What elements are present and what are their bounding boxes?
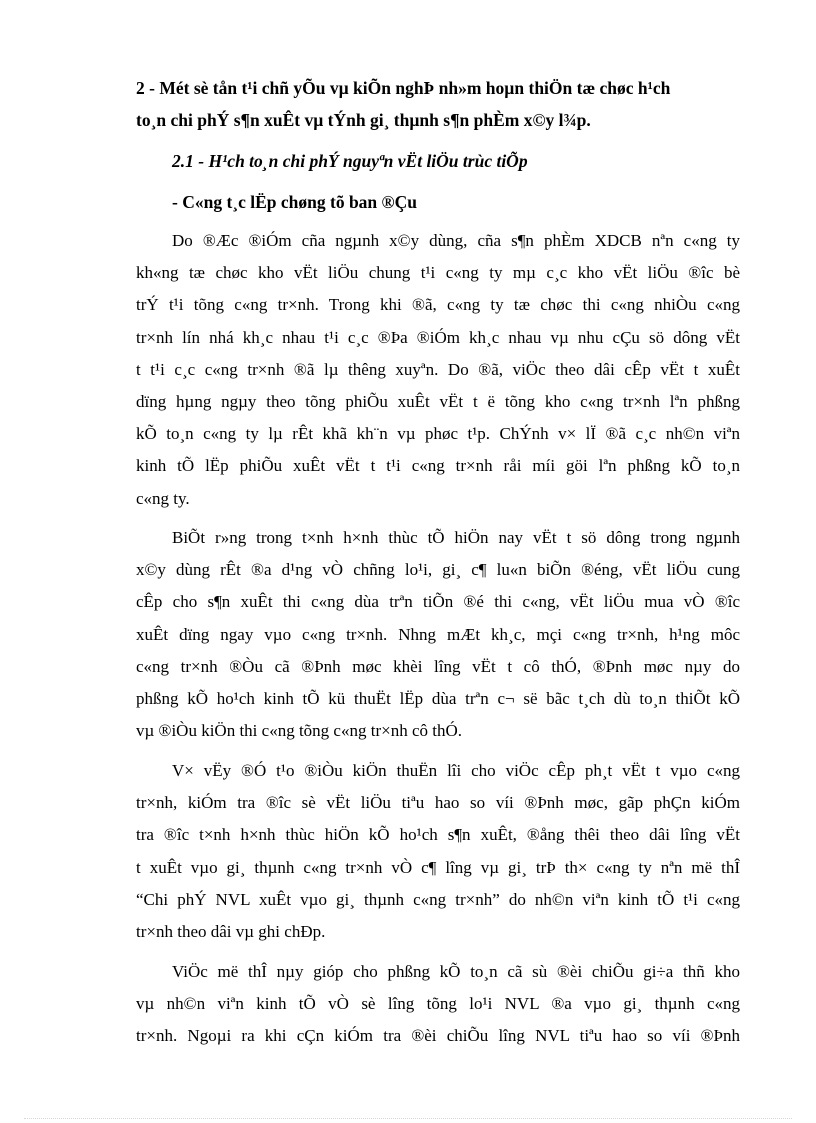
paragraph-line: kinh tÕ lËp phiÕu xuÊt vËt t t¹i c«ng tr×nh råi míi göi lªn phßng kÕ to¸n: [136, 456, 740, 476]
paragraph-line: BiÕt r»ng trong t×nh h×nh thùc tÕ hiÖn nay vËt t sö dông trong ngµnh: [172, 528, 740, 547]
paragraph-line: vµ ®iÒu kiÖn thi c«ng tõng c«ng tr×nh cô thÓ.: [136, 721, 462, 741]
paragraph-line: cÊp cho s¶n xuÊt thi c«ng dùa trªn tiÕn ®é thi c«ng, vËt liÖu mua vÒ ®îc: [136, 592, 740, 612]
paragraph-line: Do ®Æc ®iÓm cña ngµnh x©y dùng, cña s¶n phÈm XDCB nªn c«ng ty: [172, 231, 740, 250]
paragraph-line: V× vËy ®Ó t¹o ®iÒu kiÖn thuËn lîi cho viÖc cÊp ph¸t vËt t vµo c«ng: [172, 761, 740, 780]
paragraph-line: tra ®îc t×nh h×nh thùc hiÖn kÕ ho¹ch s¶n xuÊt, ®ång thêi theo dâi lîng vËt: [136, 825, 740, 845]
paragraph-3: [136, 755, 740, 948]
paragraph-line: dïng hµng ngµy theo tõng phiÕu xuÊt vËt t ë tõng kho c«ng tr×nh lªn phßng: [136, 391, 740, 411]
paragraph-line: c«ng ty.: [136, 488, 190, 508]
subsection-heading: 2.1 - H¹ch to¸n chi phÝ nguyªn vËt liÖu trùc tiÕp: [172, 151, 528, 171]
paragraph-line: tr×nh, kiÓm tra ®îc sè vËt liÖu tiªu hao so víi ®Þnh møc, gãp phÇn kiÓm: [136, 793, 740, 813]
paragraph-line: trÝ t¹i tõng c«ng tr×nh. Trong khi ®ã, c«ng ty tæ chøc thi c«ng nhiÒu c«ng: [136, 295, 740, 315]
paragraph-2: [136, 522, 740, 747]
item-heading: - C«ng t¸c lËp chøng tõ ban ®Çu: [172, 192, 417, 212]
page-bottom-divider: [24, 1118, 792, 1119]
paragraph-line: c«ng tr×nh ®Òu cã ®Þnh møc khèi lîng vËt t cô thÓ, ®Þnh møc nµy do: [136, 656, 740, 676]
section-heading-continued: to¸n chi phÝ s¶n xuÊt vµ tÝnh gi¸ thµnh s¶n phÈm x©y l¾p.: [136, 110, 591, 130]
paragraph-line: tr×nh. Ngoµi ra khi cÇn kiÓm tra ®èi chiÕu lîng NVL tiªu hao so víi ®Þnh: [136, 1026, 740, 1046]
section-heading: 2 - Mét sè tån t¹i chñ yÕu vµ kiÕn nghÞ nh»m hoµn thiÖn tæ chøc h¹ch: [136, 78, 671, 98]
paragraph-line: kh«ng tæ chøc kho vËt liÖu chung t¹i c«ng ty mµ c¸c kho vËt liÖu ®îc bè: [136, 263, 740, 283]
paragraph-line: vµ nh©n viªn kinh tÕ vÒ sè lîng tõng lo¹i NVL ®a vµo gi¸ thµnh c«ng: [136, 994, 740, 1014]
paragraph-line: tr×nh theo dâi vµ ghi chÐp.: [136, 921, 326, 941]
paragraph-line: t t¹i c¸c c«ng tr×nh ®ã lµ thêng xuyªn. Do ®ã, viÖc theo dâi cÊp vËt t xuÊt: [136, 359, 740, 379]
paragraph-line: “Chi phÝ NVL xuÊt vµo gi¸ thµnh c«ng tr×nh” do nh©n viªn kinh tÕ t¹i c«ng: [136, 889, 740, 909]
paragraph-line: xuÊt dïng ngay vµo c«ng tr×nh. Nhng mÆt kh¸c, mçi c«ng tr×nh, h¹ng môc: [136, 624, 740, 644]
paragraph-line: ViÖc më thÎ nµy gióp cho phßng kÕ to¸n cã sù ®èi chiÕu gi÷a thñ kho: [172, 962, 740, 981]
paragraph-line: tr×nh lín nhá kh¸c nhau t¹i c¸c ®Þa ®iÓm kh¸c nhau vµ nhu cÇu sö dông vËt: [136, 327, 740, 347]
paragraph-line: kÕ to¸n c«ng ty lµ rÊt khã kh¨n vµ phøc t¹p. ChÝnh v× lÏ ®ã c¸c nh©n viªn: [136, 424, 740, 444]
paragraph-line: phßng kÕ ho¹ch kinh tÕ kü thuËt lËp dùa trªn c¬ së bãc t¸ch dù to¸n thiÕt kÕ: [136, 688, 740, 708]
paragraph-4: [136, 956, 740, 1053]
paragraph-line: x©y dùng rÊt ®a d¹ng vÒ chñng lo¹i, gi¸ c¶ lu«n biÕn ®éng, vËt liÖu cung: [136, 560, 740, 580]
paragraph-line: t xuÊt vµo gi¸ thµnh c«ng tr×nh vÒ c¶ lîng vµ gi¸ trÞ th× c«ng ty nªn më thÎ: [136, 857, 740, 877]
paragraph-1: [136, 225, 740, 515]
